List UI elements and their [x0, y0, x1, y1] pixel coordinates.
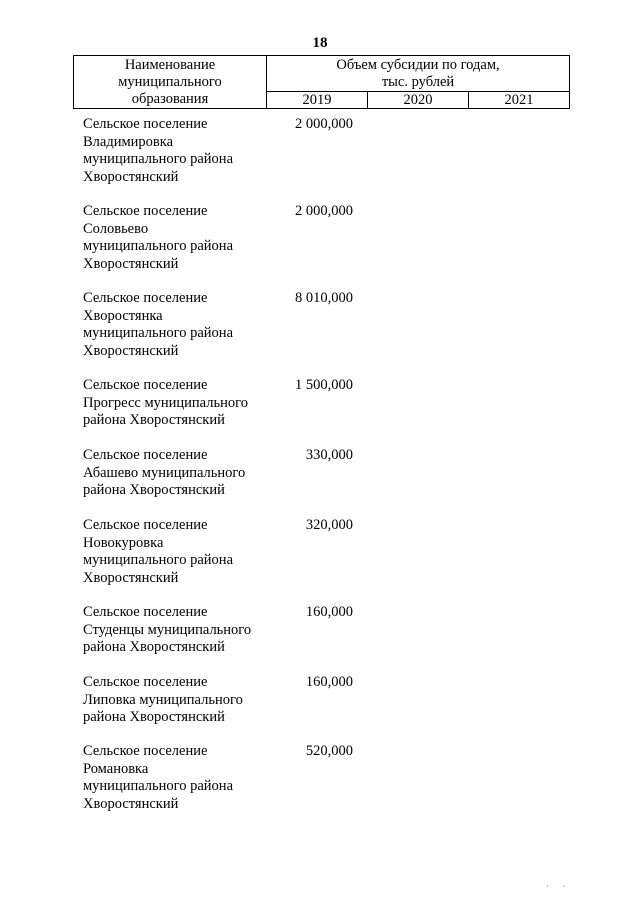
name-line: Липовка муниципального	[83, 691, 243, 708]
value-2019: 160,000	[305, 674, 353, 690]
name-line: района Хворостянский	[83, 709, 225, 725]
municipality-name	[83, 377, 273, 430]
name-line: Сельское поселение	[83, 743, 208, 759]
name-column-header	[74, 56, 267, 109]
municipality-name	[83, 604, 273, 657]
value-2019: 8 010,000	[295, 290, 353, 306]
name-line: Студенцы муниципального	[83, 621, 252, 638]
municipality-name	[83, 203, 273, 273]
year-header-2020: 2020	[368, 92, 469, 109]
table-header	[73, 55, 570, 109]
value-2019: 320,000	[305, 517, 353, 533]
municipality-name	[83, 743, 273, 813]
name-line: Соловьево	[83, 220, 149, 237]
name-header-line: муниципального	[118, 73, 222, 90]
name-line: Сельское поселение	[83, 377, 208, 393]
name-line: Сельское поселение	[83, 116, 208, 132]
name-line: Хворостянский	[83, 342, 179, 359]
name-line: района Хворостянский	[83, 639, 225, 655]
value-2019: 2 000,000	[295, 203, 353, 219]
name-line: муниципального района	[83, 151, 233, 167]
name-line: муниципального района	[83, 238, 233, 254]
name-line: Абашево муниципального	[83, 464, 246, 481]
name-line: Владимировка	[83, 133, 174, 150]
name-header-line: образования	[131, 90, 209, 107]
name-header-line: Наименование	[124, 56, 216, 73]
scan-mark: · ·	[546, 882, 572, 891]
name-line: Хворостянский	[83, 255, 179, 272]
municipality-name	[83, 517, 273, 587]
name-line: Прогресс муниципального	[83, 394, 248, 411]
name-line: района Хворостянский	[83, 482, 225, 498]
name-line: Новокуровка	[83, 534, 164, 551]
name-line: Хворостянский	[83, 569, 179, 586]
name-line: Хворостянка	[83, 307, 163, 324]
municipality-name	[83, 447, 273, 500]
name-line: Сельское поселение	[83, 674, 208, 690]
name-line: Сельское поселение	[83, 290, 208, 306]
value-2019: 1 500,000	[295, 377, 353, 393]
name-line: Сельское поселение	[83, 604, 208, 620]
value-2019: 2 000,000	[295, 116, 353, 132]
value-2019: 330,000	[305, 447, 353, 463]
name-line: Сельское поселение	[83, 447, 208, 463]
name-line: Романовка	[83, 760, 149, 777]
year-header-2019: 2019	[267, 92, 368, 109]
name-line: Хворостянский	[83, 168, 179, 185]
value-2019: 160,000	[305, 604, 353, 620]
subsidy-header-line: тыс. рублей	[381, 74, 455, 90]
year-header-2021: 2021	[469, 92, 570, 109]
municipality-name	[83, 674, 273, 727]
municipality-name	[83, 290, 273, 360]
name-line: Хворостянский	[83, 795, 179, 812]
name-line: муниципального района	[83, 778, 233, 794]
name-line: Сельское поселение	[83, 203, 208, 219]
name-line: Сельское поселение	[83, 517, 208, 533]
name-line: муниципального района	[83, 552, 233, 568]
value-2019: 520,000	[305, 743, 353, 759]
name-line: района Хворостянский	[83, 412, 225, 428]
subsidy-header-line: Объем субсидии по годам,	[336, 57, 500, 73]
municipality-name	[83, 116, 273, 186]
subsidy-column-header	[267, 56, 570, 92]
name-line: муниципального района	[83, 325, 233, 341]
page-number: 18	[312, 35, 328, 51]
